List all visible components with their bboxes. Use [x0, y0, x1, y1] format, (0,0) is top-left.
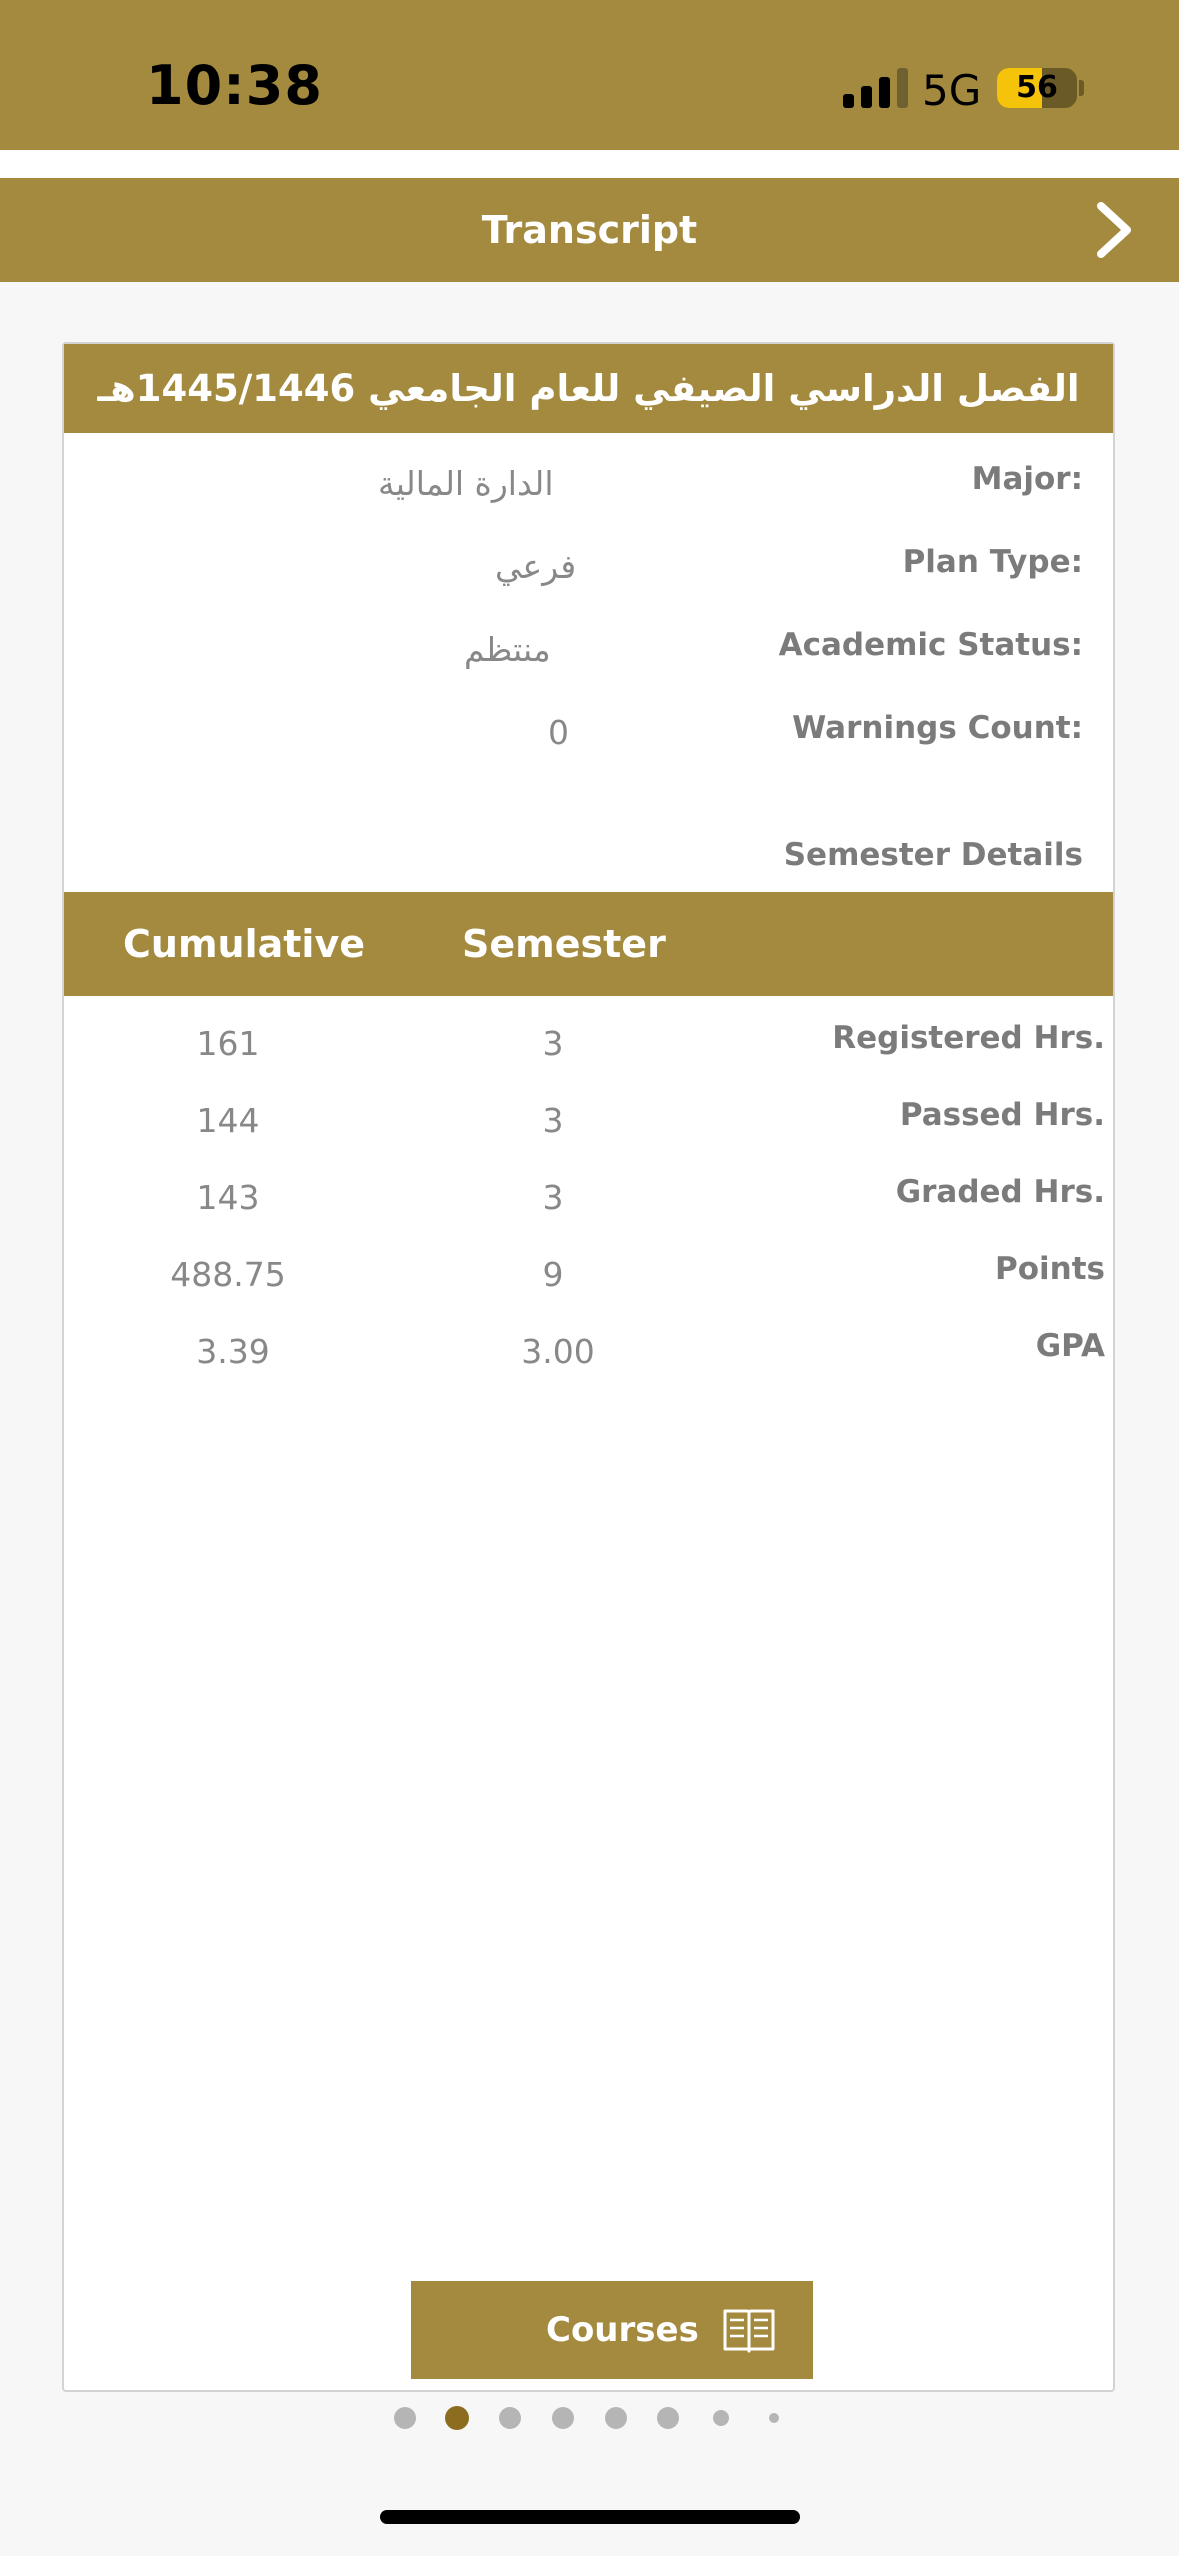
row-label: Points [995, 1251, 1105, 1287]
open-book-icon [721, 2303, 777, 2357]
row-label: Graded Hrs. [895, 1174, 1105, 1210]
nav-bar [0, 178, 1179, 282]
cumulative-value: 143 [196, 1178, 260, 1217]
table-header [64, 892, 1113, 996]
row-label: Passed Hrs. [899, 1097, 1105, 1133]
battery-icon [997, 68, 1077, 108]
network-type: 5G [922, 66, 982, 115]
cumulative-value: 161 [196, 1024, 260, 1063]
academic-status-value: منتظم [464, 630, 551, 669]
status-bar [0, 0, 1179, 150]
chevron-right-icon[interactable] [1093, 202, 1133, 258]
warnings-count-label: Warnings Count: [792, 710, 1083, 746]
page-dot[interactable] [605, 2407, 627, 2429]
cumulative-column-header: Cumulative [123, 922, 365, 966]
page-dot[interactable] [445, 2406, 469, 2430]
page-dot[interactable] [657, 2407, 679, 2429]
plan-type-label: Plan Type: [902, 544, 1083, 580]
page-indicator[interactable] [0, 2405, 1179, 2431]
cumulative-value: 144 [196, 1101, 260, 1140]
semester-value: 3 [542, 1178, 564, 1217]
battery-level: 56 [1016, 70, 1058, 105]
battery-tip [1079, 80, 1084, 96]
major-label: Major: [971, 461, 1083, 497]
semester-details-label: Semester Details [783, 837, 1083, 873]
page-dot[interactable] [394, 2407, 416, 2429]
academic-status-label: Academic Status: [778, 627, 1083, 663]
row-label: GPA [1035, 1328, 1105, 1364]
cellular-signal-icon [843, 68, 909, 108]
status-time: 10:38 [146, 54, 323, 117]
page-title: Transcript [481, 208, 698, 252]
courses-button-label: Courses [546, 2310, 699, 2350]
courses-button[interactable] [411, 2281, 813, 2379]
page-dot[interactable] [499, 2407, 521, 2429]
page-dot[interactable] [769, 2413, 779, 2423]
cumulative-value: 488.75 [170, 1255, 286, 1294]
separator-strip [0, 150, 1179, 178]
plan-type-value: فرعي [495, 547, 577, 586]
semester-value: 3.00 [521, 1332, 595, 1371]
semester-value: 9 [542, 1255, 564, 1294]
semester-heading: الفصل الدراسي الصيفي للعام الجامعي 1445/1446هـ [64, 344, 1113, 433]
transcript-card [62, 342, 1115, 2392]
home-indicator [380, 2510, 800, 2524]
semester-column-header: Semester [462, 922, 666, 966]
warnings-count-value: 0 [548, 713, 569, 752]
page-dot[interactable] [713, 2410, 729, 2426]
major-value: الدارة المالية [378, 464, 554, 503]
semester-value: 3 [542, 1024, 564, 1063]
semester-value: 3 [542, 1101, 564, 1140]
row-label: Registered Hrs. [832, 1020, 1105, 1056]
cumulative-value: 3.39 [196, 1332, 270, 1371]
page-dot[interactable] [552, 2407, 574, 2429]
